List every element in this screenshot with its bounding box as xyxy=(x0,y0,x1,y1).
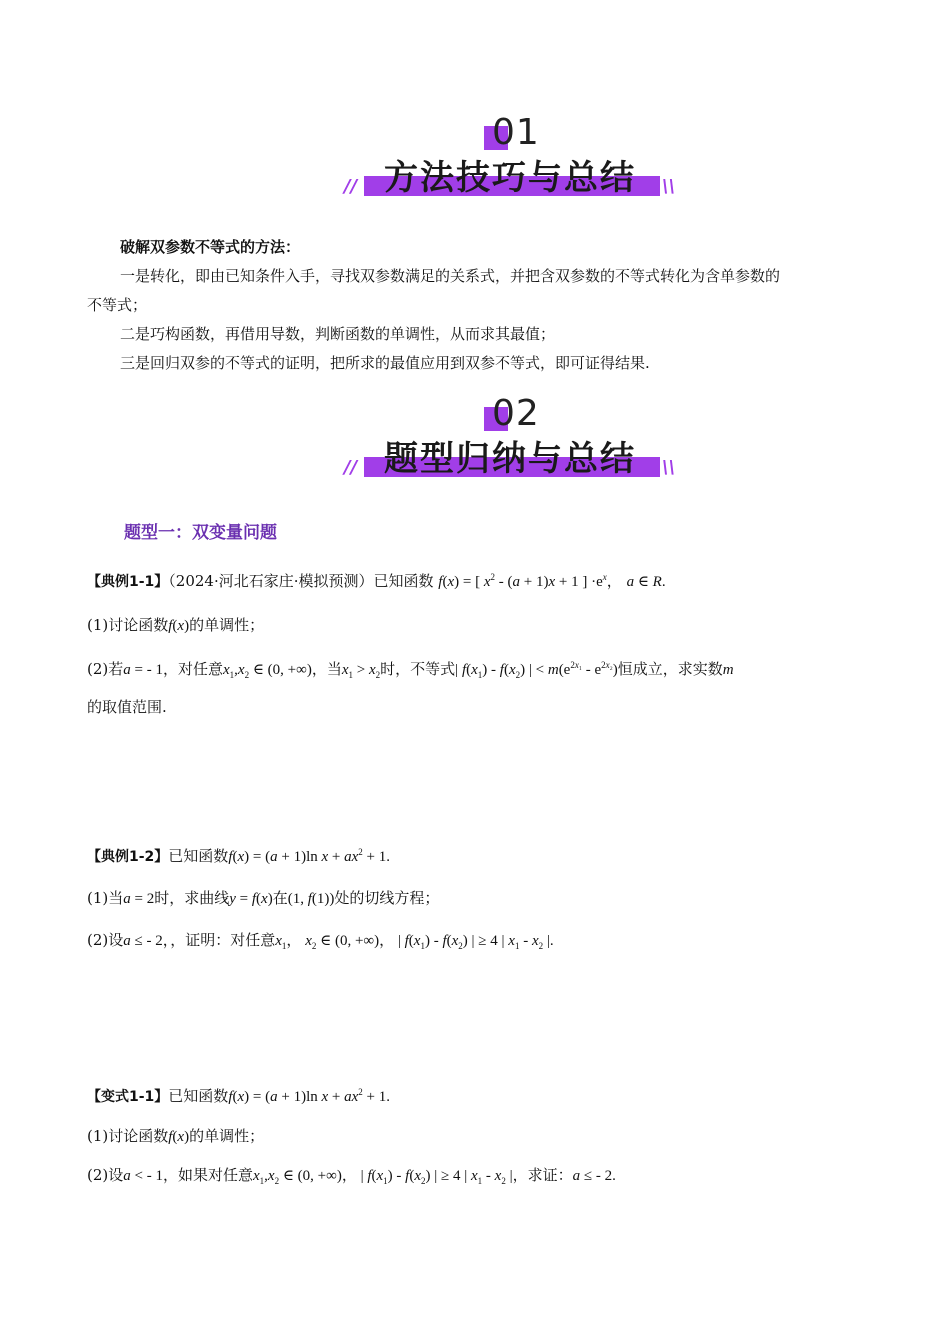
example-1-2-line: 【典例1-2】已知函数f(x) = (a + 1)ln $x + ax^2 + 1$. xyxy=(87,847,391,865)
type-heading: 题型一：双变量问题 xyxy=(124,523,277,543)
section-number: 02 xyxy=(492,393,540,434)
method-paragraph-1: 一是转化，即由已知条件入手，寻找双参数满足的关系式，并把含双参数的不等式转化为含单参数的 xyxy=(120,267,781,285)
slash-left-icon: // xyxy=(344,176,358,197)
slash-right-icon: \\ xyxy=(662,457,676,478)
method-paragraph-1-cont: 不等式； xyxy=(87,296,148,314)
section-title: 题型归纳与总结 xyxy=(384,439,636,479)
slash-right-icon: \\ xyxy=(662,176,676,197)
example-1-2-q1: (1)当a = 2时，求曲线y = f(x)在(1, f(1))处的切线方程； xyxy=(87,889,440,907)
method-paragraph-3: 三是回归双参的不等式的证明，把所求的最值应用到双参不等式，即可证得结果. xyxy=(120,354,650,372)
variant-label: 【变式1-1】 xyxy=(87,1089,169,1105)
formula-fx: f xyxy=(438,574,443,590)
example-label: 【典例1-2】 xyxy=(87,849,169,865)
variant-1-1-line: 【变式1-1】已知函数f(x) = (a + 1)ln $x + ax^2 + 1$. xyxy=(87,1087,391,1105)
slash-left-icon: // xyxy=(344,457,358,478)
method-paragraph-2: 二是巧构函数，再借用导数，判断函数的单调性，从而求其最值； xyxy=(120,325,556,343)
example-1-1-line: 【典例1-1】（2024·河北石家庄·模拟预测）已知函数 f(x) = [ $x^2 - (a + 1)x + 1$ ] $\cdot e^x$， a ∈ R. xyxy=(87,572,666,590)
section-number: 01 xyxy=(492,112,540,153)
example-1-1-q2-cont: 的取值范围. xyxy=(87,698,167,716)
example-1-1-q2: (2)若a = - 1，对任意$x_1,x_2$ ∈ (0, +∞)，当$x_1 > x_2$时，不等式| $f(x_1) - f(x_2)$ | < $m(e^{2x_1} - e^{2x_2})$恒成立，求实数m xyxy=(87,660,734,680)
example-1-2-q2: (2)设a ≤ - 2，，证明：对任意$x_1$， $x_2$ ∈ (0, +∞)， | $f(x_1) - f(x_2)$ | ≥ 4 | $x_1 - x_2$ |. xyxy=(87,931,554,951)
example-source: （2024·河北石家庄·模拟预测）已知函数 xyxy=(168,572,434,590)
variant-1-1-q1: (1)讨论函数f(x)的单调性； xyxy=(87,1127,265,1145)
section-banner-1 xyxy=(340,112,680,210)
example-1-1-q1: (1)讨论函数f(x)的单调性； xyxy=(87,616,265,634)
section-banner-2 xyxy=(340,393,680,491)
example-label: 【典例1-1】 xyxy=(87,574,169,590)
methods-heading: 破解双参数不等式的方法： xyxy=(120,238,301,256)
variant-1-1-q2: (2)设a < - 1，如果对任意$x_1,x_2$ ∈ (0, +∞)， | $f(x_1) - f(x_2)$ | ≥ 4 | $x_1 - x_2$ |，求证：a ≤ - 2. xyxy=(87,1166,616,1186)
section-title: 方法技巧与总结 xyxy=(384,158,636,198)
